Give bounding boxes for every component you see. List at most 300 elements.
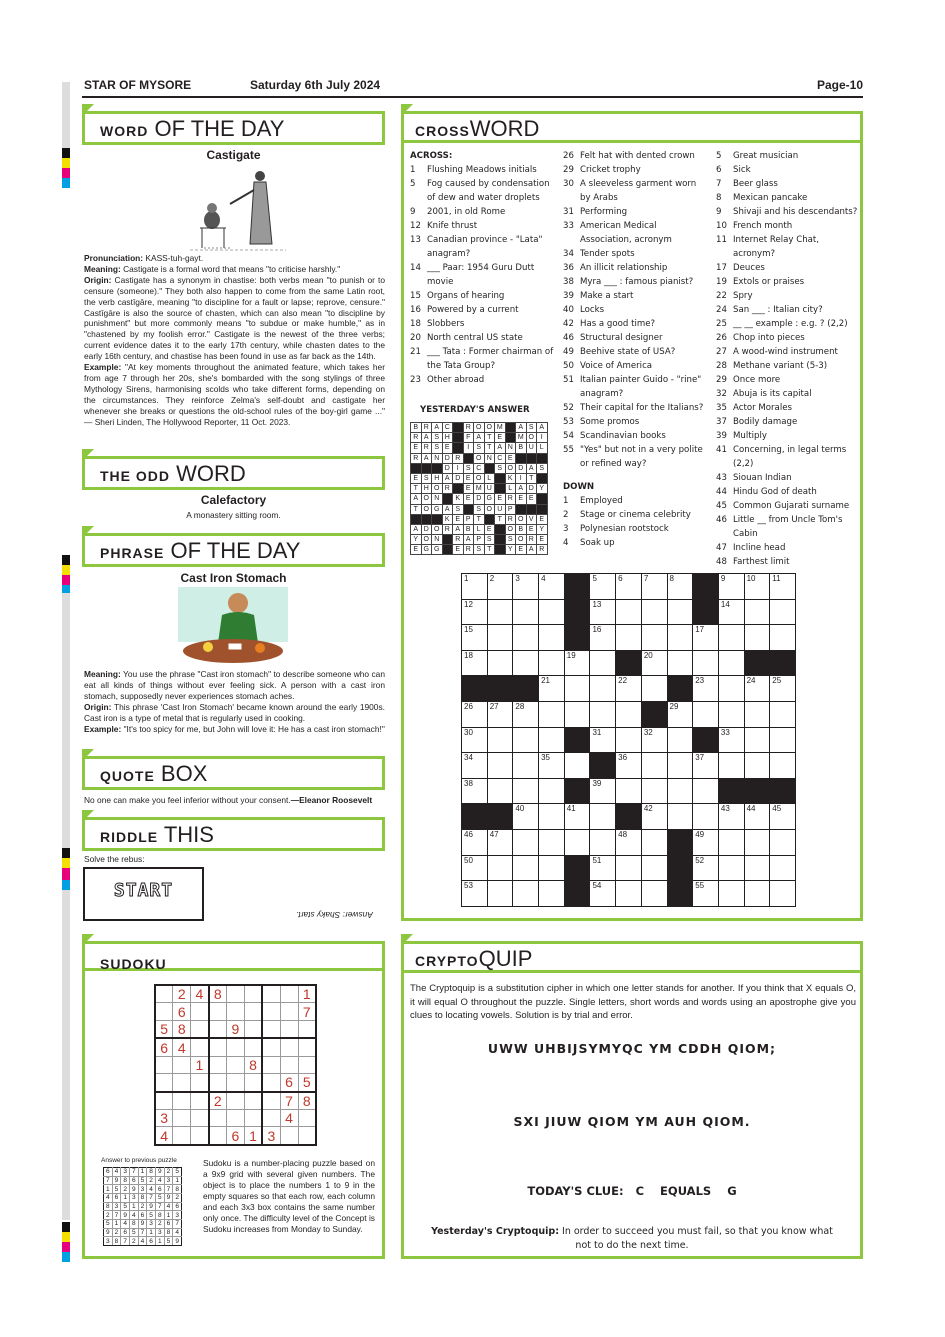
clue-text: San ___ : Italian city? [733, 305, 823, 315]
sudoku-cell[interactable] [280, 1038, 298, 1056]
crossword-cell[interactable]: 7 [641, 574, 667, 600]
crossword-cell[interactable]: 32 [641, 727, 667, 753]
sudoku-cell[interactable]: 3 [262, 1127, 280, 1145]
sudoku-cell[interactable] [298, 1038, 316, 1056]
crossword-cell[interactable] [539, 829, 565, 855]
sudoku-cell[interactable]: 4 [191, 985, 209, 1003]
clue-number: 35 [716, 403, 727, 413]
sudoku-cell[interactable] [280, 1127, 298, 1145]
crossword-cell[interactable] [616, 727, 642, 753]
crossword-cell[interactable] [564, 753, 590, 779]
sudoku-cell[interactable] [209, 1074, 227, 1092]
answer-cell: I [516, 473, 527, 483]
clue [716, 177, 861, 191]
crossword-cell[interactable] [641, 778, 667, 804]
sudoku-cell[interactable] [280, 985, 298, 1003]
crossword-cell[interactable]: 48 [616, 829, 642, 855]
crossword-cell[interactable]: 42 [641, 804, 667, 830]
crossword-cell[interactable] [539, 701, 565, 727]
crossword-cell[interactable]: 22 [616, 676, 642, 702]
crossword-cell[interactable] [564, 701, 590, 727]
crossword-cell[interactable] [539, 855, 565, 881]
sudoku-cell[interactable] [209, 1020, 227, 1038]
clue [716, 443, 861, 471]
clue [563, 345, 708, 359]
clue-text: A sleeveless garment worn by Arabs [580, 179, 697, 203]
sudoku-cell[interactable] [209, 1110, 227, 1127]
crossword-cell[interactable] [513, 727, 539, 753]
sudoku-cell[interactable]: 8 [298, 1092, 316, 1110]
quote-title: QUOTE BOX [100, 761, 208, 786]
corner-tick [82, 449, 94, 461]
sudoku-cell[interactable] [262, 1038, 280, 1056]
crossword-cell[interactable] [539, 599, 565, 625]
clue [563, 429, 708, 443]
crossword-cell[interactable] [590, 676, 616, 702]
answer-cell: S [474, 504, 485, 514]
sudoku-cell[interactable]: 2 [209, 1092, 227, 1110]
crossword-cell[interactable]: 10 [744, 574, 770, 600]
crossword-grid[interactable] [461, 573, 796, 907]
answer-cell: D [421, 524, 432, 534]
answer-cell: R [505, 494, 516, 504]
crossword-cell[interactable] [718, 881, 744, 907]
crossword-cell[interactable] [770, 599, 796, 625]
sudoku-cell[interactable]: 1 [191, 1056, 209, 1073]
clue-text: 2001, in old Rome [427, 207, 506, 217]
crossword-cell[interactable]: 17 [693, 625, 719, 651]
crossword-cell[interactable] [718, 625, 744, 651]
sudoku-cell[interactable] [244, 1074, 262, 1092]
sudoku-cell[interactable] [155, 1074, 173, 1092]
crossword-cell[interactable]: 46 [462, 829, 488, 855]
sudoku-cell[interactable] [244, 985, 262, 1003]
crossword-cell[interactable]: 38 [462, 778, 488, 804]
clue-number: 29 [716, 375, 727, 385]
clue-number: 11 [716, 235, 727, 245]
sudoku-cell[interactable]: 1 [244, 1127, 262, 1145]
sudoku-cell[interactable] [191, 1110, 209, 1127]
sudoku-cell[interactable] [262, 1110, 280, 1127]
crossword-cell[interactable]: 49 [693, 829, 719, 855]
clue [716, 289, 861, 303]
sudoku-cell[interactable] [262, 1056, 280, 1073]
sudoku-cell[interactable]: 7 [280, 1092, 298, 1110]
crossword-cell[interactable]: 37 [693, 753, 719, 779]
crossword-cell[interactable] [564, 829, 590, 855]
crossword-cell[interactable] [744, 753, 770, 779]
registration-mark [62, 565, 70, 575]
registration-mark [62, 555, 70, 565]
crossword-cell[interactable]: 31 [590, 727, 616, 753]
crossword-cell[interactable] [667, 753, 693, 779]
sudoku-cell[interactable] [262, 1020, 280, 1038]
crossword-cell[interactable] [744, 881, 770, 907]
sudoku-cell[interactable] [173, 1092, 191, 1110]
crossword-cell[interactable]: 43 [718, 804, 744, 830]
crossword-cell[interactable] [487, 753, 513, 779]
sudoku-cell[interactable] [173, 1110, 191, 1127]
crossword-cell[interactable]: 44 [744, 804, 770, 830]
crossword-cell[interactable]: 16 [590, 625, 616, 651]
crossword-cell[interactable] [718, 855, 744, 881]
sudoku-cell[interactable]: 7 [298, 1003, 316, 1020]
crossword-cell[interactable]: 34 [462, 753, 488, 779]
crossword-cell[interactable]: 12 [462, 599, 488, 625]
sudoku-cell[interactable] [155, 1056, 173, 1073]
crossword-cell[interactable] [770, 855, 796, 881]
sudoku-cell[interactable] [262, 1074, 280, 1092]
sudoku-cell: 9 [173, 1237, 182, 1246]
crossword-cell[interactable] [590, 829, 616, 855]
sudoku-cell[interactable] [280, 1003, 298, 1020]
crossword-cell[interactable]: 3 [513, 574, 539, 600]
crossword-cell[interactable]: 25 [770, 676, 796, 702]
sudoku-cell[interactable] [280, 1020, 298, 1038]
clue-number: 10 [716, 221, 727, 231]
crossword-cell[interactable] [718, 753, 744, 779]
answer-cell: A [442, 473, 453, 483]
crossword-cell[interactable]: 8 [667, 574, 693, 600]
clue [563, 219, 708, 247]
crossword-cell[interactable] [718, 829, 744, 855]
crossword-cell[interactable] [744, 727, 770, 753]
crossword-cell[interactable] [770, 881, 796, 907]
crossword-cell[interactable] [487, 881, 513, 907]
crossword-cell[interactable] [641, 599, 667, 625]
crossword-cell[interactable] [513, 753, 539, 779]
crossword-cell[interactable] [693, 804, 719, 830]
sudoku-cell[interactable]: 2 [173, 985, 191, 1003]
sudoku-cell[interactable] [262, 985, 280, 1003]
sudoku-cell[interactable] [244, 1092, 262, 1110]
sudoku-cell[interactable] [298, 1020, 316, 1038]
sudoku-cell: 1 [129, 1202, 138, 1211]
crossword-cell[interactable] [539, 881, 565, 907]
crossword-cell[interactable]: 33 [718, 727, 744, 753]
crossword-cell[interactable] [590, 650, 616, 676]
answer-cell: N [505, 443, 516, 453]
sudoku-cell[interactable] [209, 1056, 227, 1073]
sudoku-cell: 1 [104, 1185, 113, 1194]
black-square [442, 535, 453, 545]
sudoku-cell: 6 [147, 1237, 156, 1246]
crossword-cell[interactable]: 55 [693, 881, 719, 907]
sudoku-cell[interactable] [227, 1038, 245, 1056]
sudoku-cell: 6 [173, 1202, 182, 1211]
sudoku-cell[interactable]: 6 [280, 1074, 298, 1092]
crossword-cell[interactable] [667, 778, 693, 804]
sudoku-cell[interactable]: 5 [298, 1074, 316, 1092]
sudoku-cell[interactable] [244, 1020, 262, 1038]
answer-cell: E [411, 545, 422, 555]
sudoku-cell: 4 [112, 1168, 121, 1177]
sudoku-cell[interactable] [227, 1056, 245, 1073]
crossword-cell[interactable] [744, 855, 770, 881]
crossword-cell[interactable] [641, 625, 667, 651]
crossword-cell[interactable]: 26 [462, 701, 488, 727]
sudoku-cell[interactable] [298, 1110, 316, 1127]
answer-cell: E [411, 443, 422, 453]
crossword-cell[interactable]: 9 [718, 574, 744, 600]
crossword-cell[interactable] [641, 881, 667, 907]
riddle-answer: Answer: Shaky start. [296, 909, 373, 920]
crossword-cell[interactable]: 2 [487, 574, 513, 600]
crossword-cell[interactable] [718, 676, 744, 702]
clue [410, 331, 555, 345]
sudoku-cell[interactable] [298, 1127, 316, 1145]
crossword-cell[interactable]: 23 [693, 676, 719, 702]
answer-cell: E [453, 514, 464, 524]
crossword-cell[interactable]: 20 [641, 650, 667, 676]
sudoku-cell[interactable] [209, 1038, 227, 1056]
clue [563, 163, 708, 177]
sudoku-cell[interactable] [227, 1092, 245, 1110]
answer-cell: R [537, 545, 548, 555]
crossword-cell[interactable] [641, 855, 667, 881]
crossword-cell[interactable] [744, 625, 770, 651]
crossword-cell[interactable] [539, 778, 565, 804]
answer-cell: S [474, 545, 485, 555]
clue [410, 177, 555, 205]
sudoku-cell: 2 [164, 1168, 173, 1177]
sudoku-cell[interactable]: 6 [155, 1038, 173, 1056]
sudoku-cell[interactable]: 4 [173, 1038, 191, 1056]
clue [410, 373, 555, 387]
paper-name: STAR OF MYSORE [84, 78, 192, 92]
sudoku-cell[interactable] [173, 1056, 191, 1073]
crossword-cell[interactable]: 30 [462, 727, 488, 753]
crossword-cell[interactable] [744, 599, 770, 625]
crossword-cell[interactable]: 19 [564, 650, 590, 676]
crossword-cell[interactable] [487, 625, 513, 651]
black-square [667, 881, 693, 907]
crossword-cell[interactable] [539, 625, 565, 651]
crossword-cell[interactable] [744, 829, 770, 855]
clue-text: Flushing Meadows initials [427, 165, 537, 175]
crossword-cell[interactable] [641, 753, 667, 779]
crossword-cell[interactable] [693, 701, 719, 727]
crossword-cell[interactable]: 41 [564, 804, 590, 830]
crossword-cell[interactable]: 36 [616, 753, 642, 779]
clue-number: 42 [563, 319, 574, 329]
clue-number: 51 [563, 375, 574, 385]
sudoku-cell[interactable] [191, 1092, 209, 1110]
black-square [411, 463, 422, 473]
crossword-cell[interactable]: 14 [718, 599, 744, 625]
sudoku-cell[interactable] [173, 1127, 191, 1145]
crossword-cell[interactable] [590, 804, 616, 830]
clue-text: Multiply [733, 431, 767, 441]
sudoku-cell[interactable]: 6 [173, 1003, 191, 1020]
crossword-cell[interactable]: 47 [487, 829, 513, 855]
crossword-cell[interactable]: 27 [487, 701, 513, 727]
clue-number: 49 [563, 347, 574, 357]
crossword-cell[interactable]: 52 [693, 855, 719, 881]
crossword-cell[interactable] [487, 855, 513, 881]
crossword-cell[interactable]: 28 [513, 701, 539, 727]
sudoku-cell[interactable] [262, 1092, 280, 1110]
sudoku-cell[interactable] [191, 1038, 209, 1056]
crossword-cell[interactable]: 35 [539, 753, 565, 779]
crossword-cell[interactable] [513, 829, 539, 855]
sudoku-cell[interactable] [280, 1056, 298, 1073]
crossword-cell[interactable] [590, 701, 616, 727]
sudoku-cell: 9 [147, 1202, 156, 1211]
sudoku-cell[interactable]: 9 [227, 1020, 245, 1038]
sudoku-cell: 7 [112, 1211, 121, 1220]
sudoku-cell[interactable] [209, 1003, 227, 1020]
sudoku-cell[interactable]: 4 [280, 1110, 298, 1127]
clue [716, 205, 861, 219]
crossword-cell[interactable]: 18 [462, 650, 488, 676]
crossword-cell[interactable] [693, 778, 719, 804]
answer-cell: B [411, 423, 422, 433]
sudoku-cell[interactable]: 1 [298, 985, 316, 1003]
sudoku-cell: 3 [164, 1176, 173, 1185]
sudoku-cell[interactable] [191, 1020, 209, 1038]
sudoku-cell[interactable] [244, 1003, 262, 1020]
sudoku-cell[interactable] [227, 1003, 245, 1020]
crossword-cell[interactable] [513, 625, 539, 651]
crossword-cell[interactable] [487, 727, 513, 753]
crossword-cell[interactable] [693, 650, 719, 676]
crossword-cell[interactable] [513, 778, 539, 804]
black-square [495, 524, 506, 534]
crossword-cell[interactable] [667, 727, 693, 753]
crossword-cell[interactable] [513, 599, 539, 625]
sudoku-cell[interactable] [227, 1074, 245, 1092]
sudoku-cell[interactable] [244, 1110, 262, 1127]
crossword-cell[interactable] [667, 599, 693, 625]
crossword-cell[interactable]: 4 [539, 574, 565, 600]
registration-bar [62, 890, 70, 1220]
crossword-cell[interactable]: 40 [513, 804, 539, 830]
crossword-cell[interactable] [718, 650, 744, 676]
crossword-cell[interactable]: 13 [590, 599, 616, 625]
crossword-cell[interactable] [770, 753, 796, 779]
crossword-cell[interactable]: 5 [590, 574, 616, 600]
crossword-cell[interactable] [539, 804, 565, 830]
sudoku-cell[interactable] [209, 1127, 227, 1145]
sudoku-cell[interactable] [298, 1056, 316, 1073]
sudoku-cell: 8 [104, 1202, 113, 1211]
sudoku-cell[interactable]: 6 [227, 1127, 245, 1145]
crossword-cell[interactable] [513, 650, 539, 676]
crossword-title: CROSSWORD [415, 116, 540, 141]
sudoku-cell[interactable] [155, 985, 173, 1003]
sudoku-cell: 2 [155, 1219, 164, 1228]
sudoku-cell[interactable] [244, 1038, 262, 1056]
crossword-cell[interactable] [616, 599, 642, 625]
sudoku-cell[interactable] [155, 1003, 173, 1020]
clue [563, 415, 708, 429]
crossword-cell[interactable] [539, 650, 565, 676]
crossword-cell[interactable] [744, 701, 770, 727]
sudoku-cell[interactable] [191, 1074, 209, 1092]
crossword-cell[interactable]: 1 [462, 574, 488, 600]
crossword-cell[interactable] [513, 855, 539, 881]
crossword-cell[interactable] [539, 727, 565, 753]
crossword-cell[interactable] [616, 778, 642, 804]
sudoku-cell[interactable] [155, 1092, 173, 1110]
crossword-cell[interactable]: 24 [744, 676, 770, 702]
clue-text: Felt hat with dented crown [580, 151, 695, 161]
crossword-cell[interactable] [770, 727, 796, 753]
odd-word: Calefactory [200, 493, 267, 507]
answer-cell: E [526, 524, 537, 534]
crossword-cell[interactable]: 11 [770, 574, 796, 600]
answer-cell: K [453, 494, 464, 504]
answer-cell: M [495, 423, 506, 433]
crossword-cell[interactable]: 29 [667, 701, 693, 727]
crossword-cell[interactable] [641, 676, 667, 702]
clue-number: 29 [563, 165, 574, 175]
crossword-cell[interactable] [616, 855, 642, 881]
sudoku-cell[interactable]: 8 [209, 985, 227, 1003]
crossword-cell[interactable]: 51 [590, 855, 616, 881]
crossword-cell[interactable] [487, 599, 513, 625]
sudoku-cell[interactable] [173, 1074, 191, 1092]
crossword-cell[interactable] [616, 625, 642, 651]
sudoku-cell[interactable] [262, 1003, 280, 1020]
answer-cell: T [495, 514, 506, 524]
sudoku-cell[interactable]: 4 [155, 1127, 173, 1145]
crossword-cell[interactable] [641, 829, 667, 855]
black-square [564, 881, 590, 907]
sudoku-cell[interactable] [227, 985, 245, 1003]
sudoku-cell[interactable] [191, 1003, 209, 1020]
sudoku-cell[interactable] [191, 1127, 209, 1145]
crossword-cell[interactable] [564, 676, 590, 702]
crossword-cell[interactable]: 53 [462, 881, 488, 907]
sudoku-cell[interactable]: 8 [173, 1020, 191, 1038]
corner-tick [82, 810, 94, 822]
crossword-cell[interactable]: 45 [770, 804, 796, 830]
crossword-cell[interactable]: 39 [590, 778, 616, 804]
sudoku-cell: 7 [155, 1202, 164, 1211]
crossword-cell[interactable] [770, 829, 796, 855]
crossword-cell[interactable] [667, 650, 693, 676]
sudoku-cell[interactable]: 5 [155, 1020, 173, 1038]
crossword-cell[interactable]: 6 [616, 574, 642, 600]
crossword-cell[interactable] [487, 778, 513, 804]
sudoku-cell: 5 [164, 1237, 173, 1246]
crossword-cell[interactable]: 54 [590, 881, 616, 907]
crossword-cell[interactable] [718, 701, 744, 727]
crossword-cell[interactable] [770, 701, 796, 727]
crossword-cell[interactable] [487, 650, 513, 676]
crossword-cell[interactable] [770, 625, 796, 651]
clue [716, 471, 861, 485]
crossword-cell[interactable] [616, 881, 642, 907]
sudoku-cell[interactable]: 3 [155, 1110, 173, 1127]
crossword-cell[interactable]: 15 [462, 625, 488, 651]
crossword-cell[interactable] [667, 804, 693, 830]
clue-text: A wood-wind instrument [733, 347, 838, 357]
crossword-cell[interactable] [616, 701, 642, 727]
answer-cell: S [474, 443, 485, 453]
phrase-headword: Cast Iron Stomach [180, 571, 287, 585]
sudoku-cell[interactable] [227, 1110, 245, 1127]
answer-cell: E [411, 473, 422, 483]
sudoku-cell[interactable]: 8 [244, 1056, 262, 1073]
crossword-cell[interactable] [513, 881, 539, 907]
clue-text: Their capital for the Italians? [580, 403, 704, 413]
crossword-cell[interactable]: 50 [462, 855, 488, 881]
crossword-cell[interactable] [667, 625, 693, 651]
crossword-cell[interactable]: 21 [539, 676, 565, 702]
